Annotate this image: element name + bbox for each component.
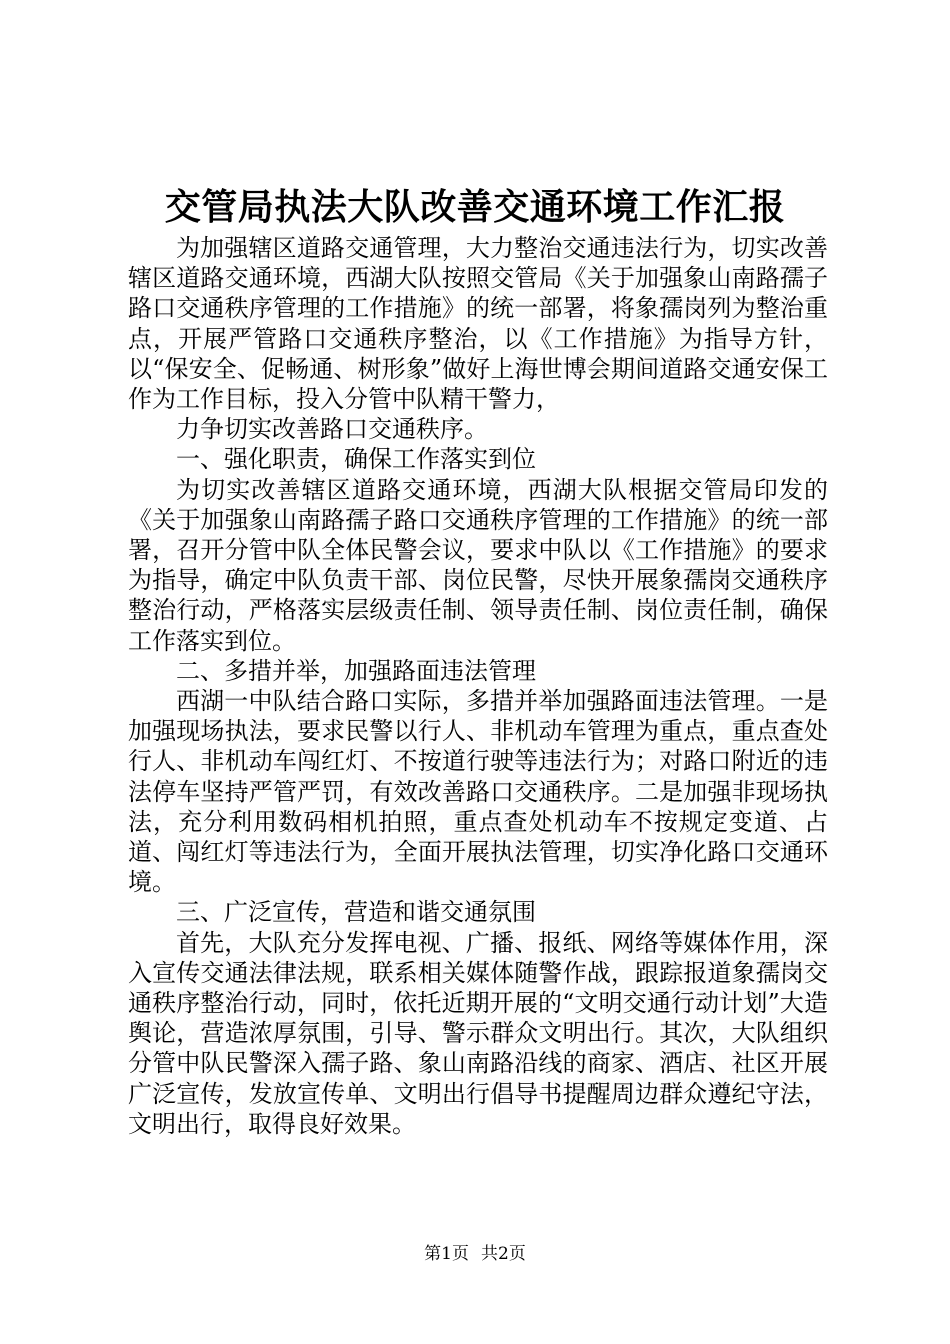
document-body (128, 233, 828, 1139)
page-footer (0, 1243, 950, 1265)
page-total: 共2页 (481, 1244, 526, 1264)
section-heading-2: 二、多措并举，加强路面违法管理 (176, 656, 536, 685)
paragraph-intro-continued: 力争切实改善路口交通秩序。 (176, 415, 488, 444)
paragraph-section-1: 为切实改善辖区道路交通环境，西湖大队根据交管局印发的《关于加强象山南路孺子路口交通秩序管理的工作措施》的统一部署，召开分管中队全体民警会议，要求中队以《工作措施》的要求为指导，确定中队负责干部、岗位民警，尽快开展象孺岗交通秩序整治行动，严格落实层级责任制、领导责任制、岗位责任制，确保工作落实到位。 (128, 475, 828, 655)
paragraph-section-2: 西湖一中队结合路口实际，多措并举加强路面违法管理。一是加强现场执法，要求民警以行人、非机动车管理为重点，重点查处行人、非机动车闯红灯、不按道行驶等违法行为；对路口附近的违法停车坚持严管严罚，有效改善路口交通秩序。二是加强非现场执法，充分利用数码相机拍照，重点查处机动车不按规定变道、占道、闯红灯等违法行为，全面开展执法管理，切实净化路口交通环境。 (128, 687, 828, 897)
paragraph-intro: 为加强辖区道路交通管理，大力整治交通违法行为，切实改善辖区道路交通环境，西湖大队按照交管局《关于加强象山南路孺子路口交通秩序管理的工作措施》的统一部署，将象孺岗列为整治重点，开展严管路口交通秩序整治，以《工作措施》为指导方针，以“保安全、促畅通、树形象”做好上海世博会期间道路交通安保工作为工作目标，投入分管中队精干警力， (128, 234, 828, 414)
section-heading-1: 一、强化职责，确保工作落实到位 (176, 445, 536, 474)
document-title: 交管局执法大队改善交通环境工作汇报 (164, 186, 786, 228)
page-number: 第1页 (424, 1244, 469, 1264)
section-heading-3: 三、广泛宣传，营造和谐交通氛围 (176, 898, 536, 927)
paragraph-section-3: 首先，大队充分发挥电视、广播、报纸、网络等媒体作用，深入宣传交通法律法规，联系相关媒体随警作战，跟踪报道象孺岗交通秩序整治行动，同时，依托近期开展的“文明交通行动计划”大造舆论，营造浓厚氛围，引导、警示群众文明出行。其次，大队组织分管中队民警深入孺子路、象山南路沿线的商家、酒店、社区开展广泛宣传，发放宣传单、文明出行倡导书提醒周边群众遵纪守法，文明出行，取得良好效果。 (128, 928, 828, 1138)
